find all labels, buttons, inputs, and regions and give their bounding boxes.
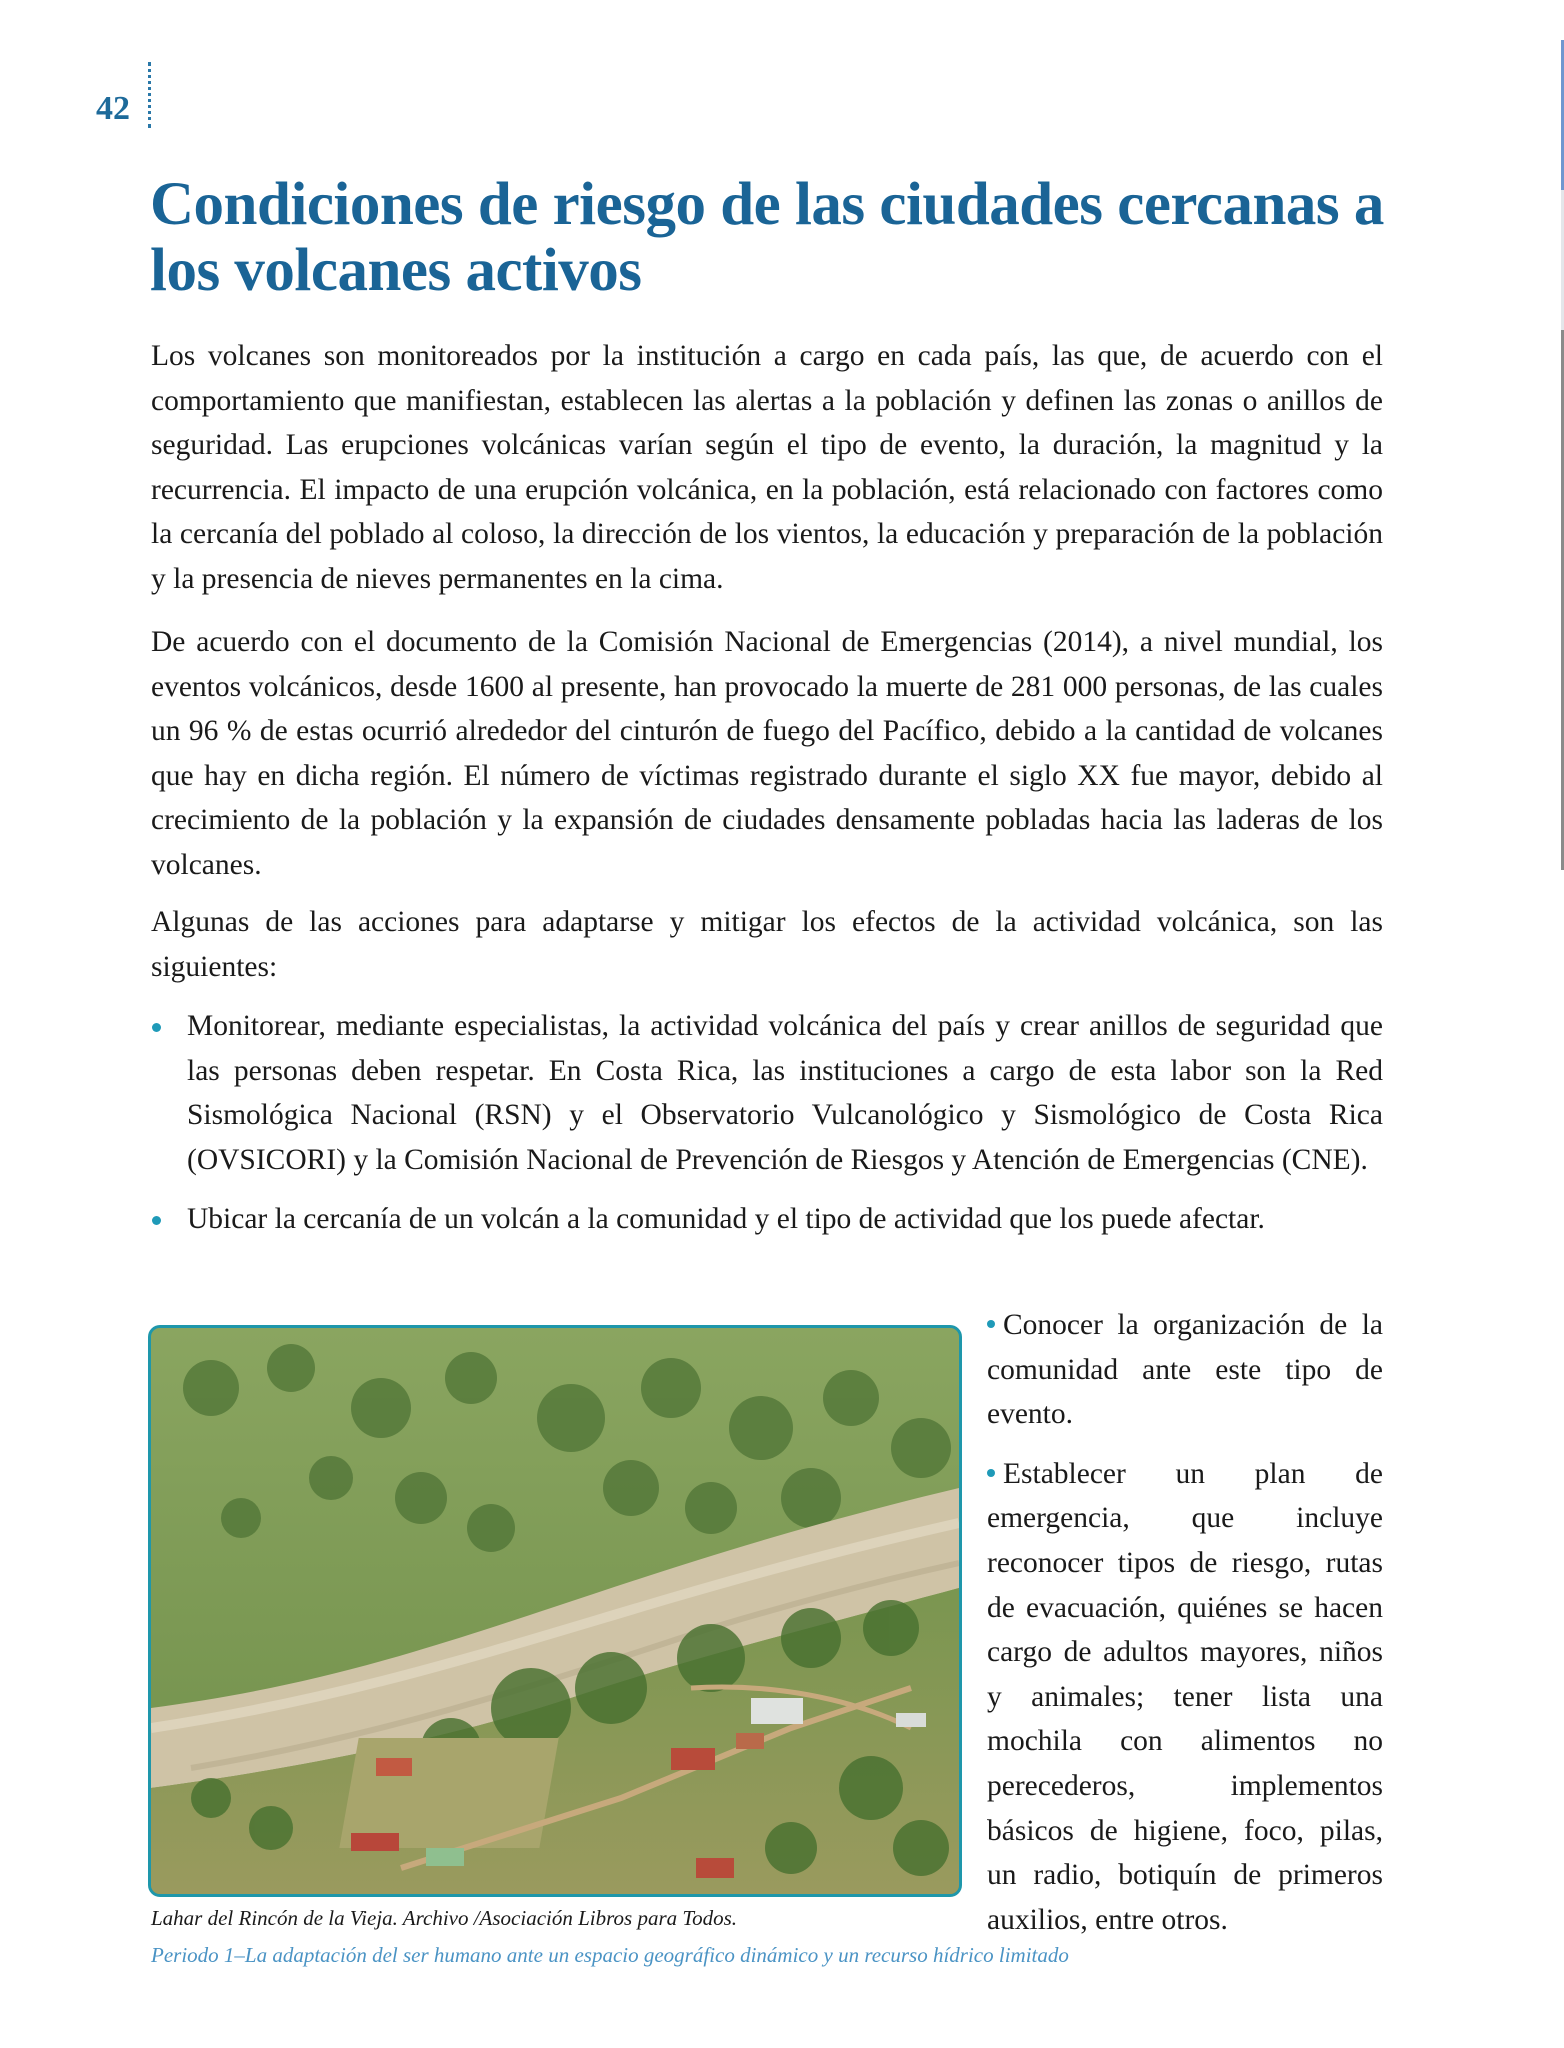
bullet-icon (152, 1216, 161, 1225)
aerial-landscape-illustration (151, 1328, 959, 1894)
page-number-divider (148, 62, 151, 128)
actions-list (151, 1004, 1383, 1257)
photo-caption: Lahar del Rincón de la Vieja. Archivo /Asociación Libros para Todos. (151, 1906, 738, 1930)
running-footer: Periodo 1–La adaptación del ser humano ante un espacio geográfico dinámico y un recurso hídrico limitado (151, 1943, 1069, 1967)
lahar-photo (148, 1325, 962, 1897)
page-number: 42 (96, 90, 130, 127)
bullet-icon (987, 1469, 995, 1477)
soccer-field (339, 1738, 558, 1848)
page-title: Condiciones de riesgo de las ciudades cercanas a los volcanes activos (150, 171, 1384, 304)
list-item (151, 1004, 1383, 1182)
list-item (987, 1303, 1383, 1437)
list-item-text: Monitorear, mediante especialistas, la actividad volcánica del país y crear anillos de seguridad que las personas deben respetar. En Costa Rica, las instituciones a cargo de esta labor son la Red Sismológica Nacional (RSN) y el Observatorio Vulcanológico y Sismológico de Costa Rica (OVSICORI) y la Comisión Nacional de Prevención de Riesgos y Atención de Emergencias (CNE). (187, 1010, 1383, 1176)
list-item (151, 1197, 1383, 1242)
bullet-icon (152, 1023, 161, 1032)
list-item (987, 1452, 1383, 1943)
paragraph-statistics: De acuerdo con el documento de la Comisión Nacional de Emergencias (2014), a nivel mundial, los eventos volcánicos, desde 1600 al presente, han provocado la muerte de 281 000 personas, de las cuales un 96 % de estas ocurrió alrededor del cinturón de fuego del Pacífico, debido a la cantidad de volcanes que hay en dicha región. El número de víctimas registrado durante el siglo XX fue mayor, debido al crecimiento de la población y la expansión de ciudades densamente pobladas hacia las laderas de los volcanes. (151, 626, 1383, 881)
side-actions-list (987, 1303, 1383, 1957)
list-item-text: Conocer la organización de la comunidad ante este tipo de evento. (987, 1309, 1383, 1431)
list-item-text: Establecer un plan de emergencia, que incluye reconocer tipos de riesgo, rutas de evacuación, quiénes se hacen cargo de adultos mayores, niños y animales; tener lista una mochila con alimentos no perecederos, implementos básicos de higiene, foco, pilas, un radio, botiquín de primeros auxilios, entre otros. (987, 1457, 1383, 1936)
bullet-icon (987, 1320, 995, 1328)
paragraph-intro: Los volcanes son monitoreados por la institución a cargo en cada país, las que, de acuerdo con el comportamiento que manifiestan, establecen las alertas a la población y definen las zonas o anillos de seguridad. Las erupciones volcánicas varían según el tipo de evento, la duración, la magnitud y la recurrencia. El impacto de una erupción volcánica, en la población, está relacionado con factores como la cercanía del poblado al coloso, la dirección de los vientos, la educación y preparación de la población y la presencia de nieves permanentes en la cima. (151, 340, 1383, 595)
paragraph-actions-intro: Algunas de las acciones para adaptarse y mitigar los efectos de la actividad volcánica, son las siguientes: (151, 906, 1383, 983)
list-item-text: Ubicar la cercanía de un volcán a la comunidad y el tipo de actividad que los puede afectar. (187, 1203, 1265, 1236)
